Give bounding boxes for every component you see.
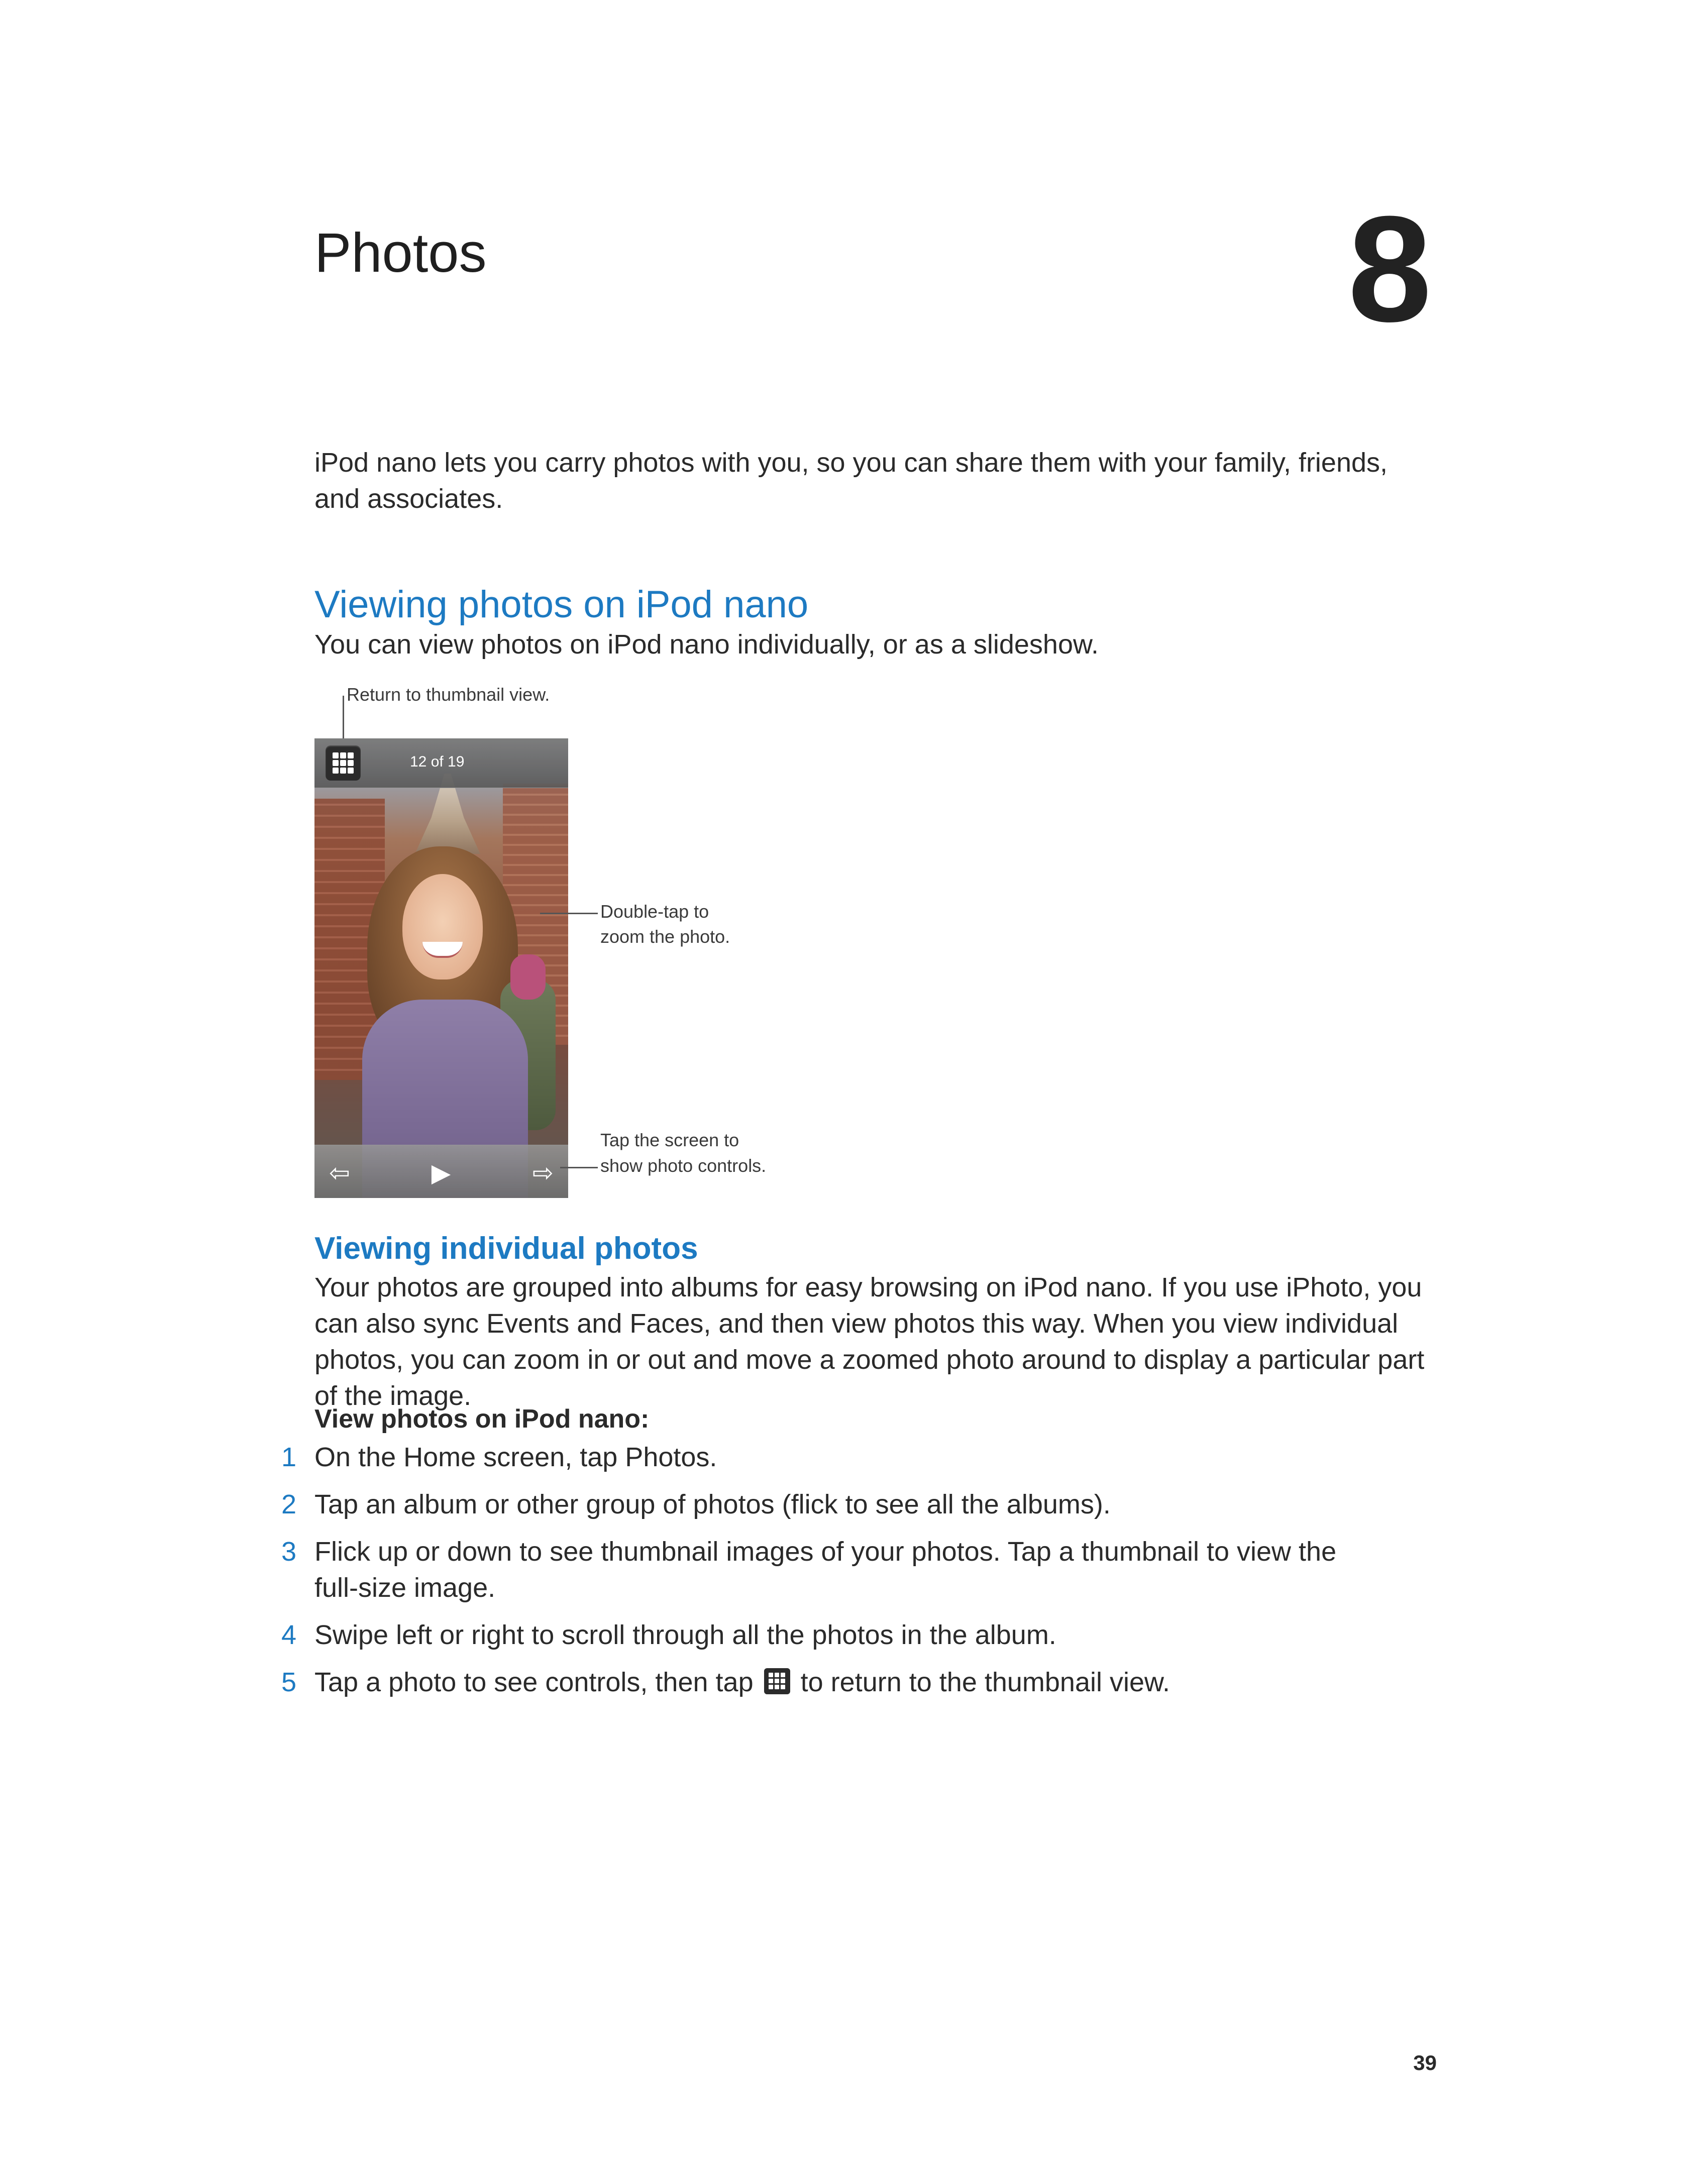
subsection-paragraph: Your photos are grouped into albums for easy browsing on iPod nano. If you use iPhoto, you can also sync Events and Faces, and then view photos this way. When you view individual photos, you can zoom in or out and move a zoomed photo around to display a particular part of the image. <box>314 1272 1425 1411</box>
leader-line-zoom <box>540 913 598 914</box>
photo-viewer-figure <box>314 738 568 1198</box>
photo-subject-face <box>402 874 483 979</box>
photo-screen[interactable] <box>314 738 568 1198</box>
subsection-heading: Viewing individual photos <box>314 1231 698 1266</box>
next-arrow-icon[interactable]: ⇨ <box>532 1159 554 1187</box>
step-text: Swipe left or right to scroll through all the photos in the album. <box>314 1620 1056 1650</box>
callout-zoom-line1: Double-tap to <box>600 901 709 922</box>
chapter-title: Photos <box>314 222 487 284</box>
step-item <box>281 1534 1349 1606</box>
step-item <box>281 1486 1447 1522</box>
photo-controls-bar <box>314 1145 568 1198</box>
step-number: 2 <box>281 1489 297 1519</box>
previous-arrow-icon[interactable]: ⇦ <box>329 1159 350 1187</box>
leader-line-controls <box>560 1167 598 1168</box>
photo-counter: 12 of 19 <box>410 753 465 770</box>
step-number: 1 <box>281 1442 297 1472</box>
thumbnail-grid-icon <box>764 1668 790 1694</box>
step-text: On the Home screen, tap Photos. <box>314 1442 717 1472</box>
step-number: 5 <box>281 1667 297 1697</box>
step-text: Tap an album or other group of photos (flick to see all the albums). <box>314 1489 1111 1519</box>
step-number: 3 <box>281 1537 297 1567</box>
callout-zoom-line2: zoom the photo. <box>600 926 730 947</box>
step-text-before: Tap a photo to see controls, then tap <box>314 1667 754 1697</box>
step-item <box>281 1439 1447 1475</box>
step-item <box>281 1617 1447 1653</box>
callout-controls-line2: show photo controls. <box>600 1155 767 1176</box>
section-heading: Viewing photos on iPod nano <box>314 583 809 626</box>
step-item <box>281 1664 1447 1700</box>
task-heading: View photos on iPod nano: <box>314 1404 650 1434</box>
page-number: 39 <box>1413 2051 1437 2075</box>
chapter-number: 8 <box>1348 184 1432 353</box>
callout-thumbnail: Return to thumbnail view. <box>347 684 550 705</box>
photo-top-bar <box>314 738 568 788</box>
intro-paragraph: iPod nano lets you carry photos with you, so you can share them with your family, friends, and associates. <box>314 448 1388 514</box>
play-icon[interactable]: ▶ <box>431 1159 451 1187</box>
photo-subject-backpack-pocket <box>510 954 546 1000</box>
step-text: Flick up or down to see thumbnail images of your photos. Tap a thumbnail to view the full-size image. <box>314 1537 1337 1603</box>
callout-controls-line1: Tap the screen to <box>600 1130 739 1150</box>
step-number: 4 <box>281 1620 297 1650</box>
thumbnail-grid-button[interactable] <box>326 745 361 781</box>
step-text-after: to return to the thumbnail view. <box>800 1667 1170 1697</box>
section-description: You can view photos on iPod nano individually, or as a slideshow. <box>314 629 1099 660</box>
steps-list <box>281 1439 1447 1711</box>
